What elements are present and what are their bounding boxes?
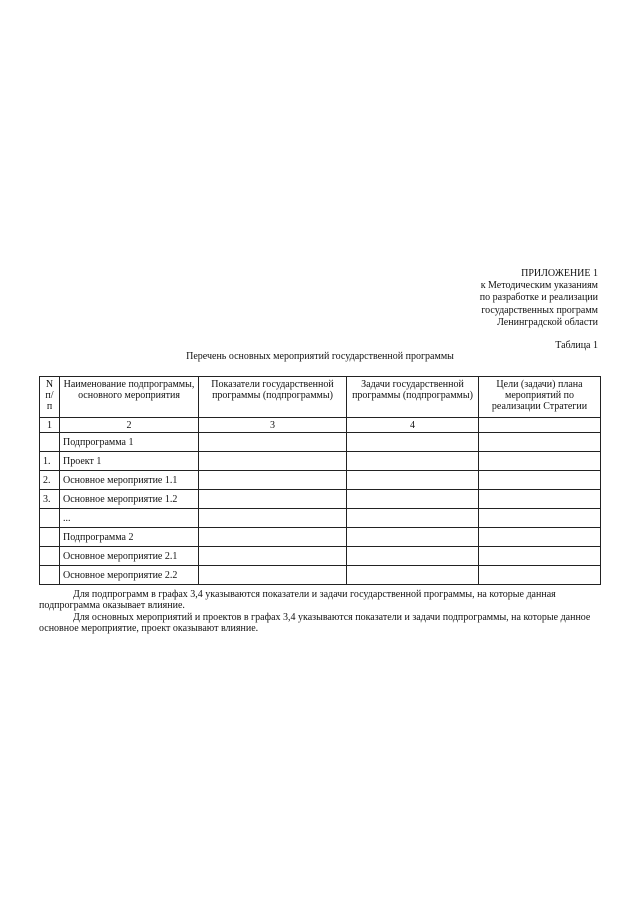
appendix-line: Ленинградской области bbox=[497, 316, 598, 328]
row-name: ... bbox=[60, 509, 199, 528]
appendix-line: ПРИЛОЖЕНИЕ 1 bbox=[521, 268, 598, 279]
row-cell bbox=[479, 509, 601, 528]
column-number: 4 bbox=[347, 418, 479, 433]
row-cell bbox=[479, 471, 601, 490]
row-cell bbox=[479, 433, 601, 452]
table-row bbox=[40, 566, 601, 585]
row-num bbox=[40, 528, 60, 547]
table-label: Таблица 1 bbox=[555, 340, 598, 351]
notes bbox=[39, 589, 600, 635]
row-num: 1. bbox=[40, 452, 60, 471]
table-row bbox=[40, 490, 601, 509]
row-cell bbox=[347, 528, 479, 547]
note-paragraph: Для основных мероприятий и проектов в графах 3,4 указываются показатели и задачи подпрограммы, на которые данное основное мероприятие, проект оказывают влияние. bbox=[39, 611, 591, 635]
appendix-header bbox=[378, 268, 598, 329]
column-number-row bbox=[40, 418, 601, 433]
column-number: 1 bbox=[40, 418, 60, 433]
table-row bbox=[40, 433, 601, 452]
header-cell-goals: Цели (задачи) плана мероприятий по реализации Стратегии bbox=[479, 377, 601, 418]
row-name: Основное мероприятие 2.2 bbox=[60, 566, 199, 585]
row-cell bbox=[347, 433, 479, 452]
row-cell bbox=[479, 452, 601, 471]
row-cell bbox=[199, 528, 347, 547]
row-cell bbox=[347, 509, 479, 528]
row-cell bbox=[347, 471, 479, 490]
table-row bbox=[40, 471, 601, 490]
row-cell bbox=[199, 566, 347, 585]
row-cell bbox=[199, 490, 347, 509]
row-name: Основное мероприятие 1.1 bbox=[60, 471, 199, 490]
row-cell bbox=[199, 433, 347, 452]
header-cell-indicators: Показатели государственной программы (подпрограммы) bbox=[199, 377, 347, 418]
row-name: Подпрограмма 1 bbox=[60, 433, 199, 452]
measures-table bbox=[39, 376, 601, 585]
row-num: 3. bbox=[40, 490, 60, 509]
appendix-line: по разработке и реализации bbox=[479, 292, 598, 304]
row-name: Основное мероприятие 2.1 bbox=[60, 547, 199, 566]
row-cell bbox=[479, 566, 601, 585]
table-row bbox=[40, 528, 601, 547]
row-cell bbox=[199, 547, 347, 566]
appendix-line: государственных программ bbox=[481, 304, 598, 316]
table-header-row bbox=[40, 377, 601, 418]
row-cell bbox=[479, 547, 601, 566]
row-cell bbox=[347, 452, 479, 471]
header-cell-num: N п/п bbox=[40, 377, 60, 418]
row-num bbox=[40, 547, 60, 566]
column-number: 2 bbox=[60, 418, 199, 433]
table-row bbox=[40, 547, 601, 566]
row-name: Подпрограмма 2 bbox=[60, 528, 199, 547]
row-num: 2. bbox=[40, 471, 60, 490]
row-num bbox=[40, 566, 60, 585]
table-row bbox=[40, 509, 601, 528]
column-number: 3 bbox=[199, 418, 347, 433]
row-cell bbox=[347, 547, 479, 566]
row-name: Основное мероприятие 1.2 bbox=[60, 490, 199, 509]
row-num bbox=[40, 509, 60, 528]
row-cell bbox=[347, 566, 479, 585]
row-cell bbox=[347, 490, 479, 509]
header-cell-name: Наименование подпрограммы, основного мероприятия bbox=[60, 377, 199, 418]
row-num bbox=[40, 433, 60, 452]
row-cell bbox=[479, 528, 601, 547]
header-cell-tasks: Задачи государственной программы (подпрограммы) bbox=[347, 377, 479, 418]
row-cell bbox=[199, 509, 347, 528]
row-cell bbox=[199, 452, 347, 471]
note-paragraph: Для подпрограмм в графах 3,4 указываются показатели и задачи государственной программы, на которые данная подпрограмма оказывает влияние. bbox=[39, 589, 556, 612]
row-name: Проект 1 bbox=[60, 452, 199, 471]
appendix-line: к Методическим указаниям bbox=[480, 280, 598, 292]
document-title: Перечень основных мероприятий государственной программы bbox=[186, 351, 454, 362]
table-row bbox=[40, 452, 601, 471]
row-cell bbox=[479, 490, 601, 509]
column-number bbox=[479, 418, 601, 433]
row-cell bbox=[199, 471, 347, 490]
